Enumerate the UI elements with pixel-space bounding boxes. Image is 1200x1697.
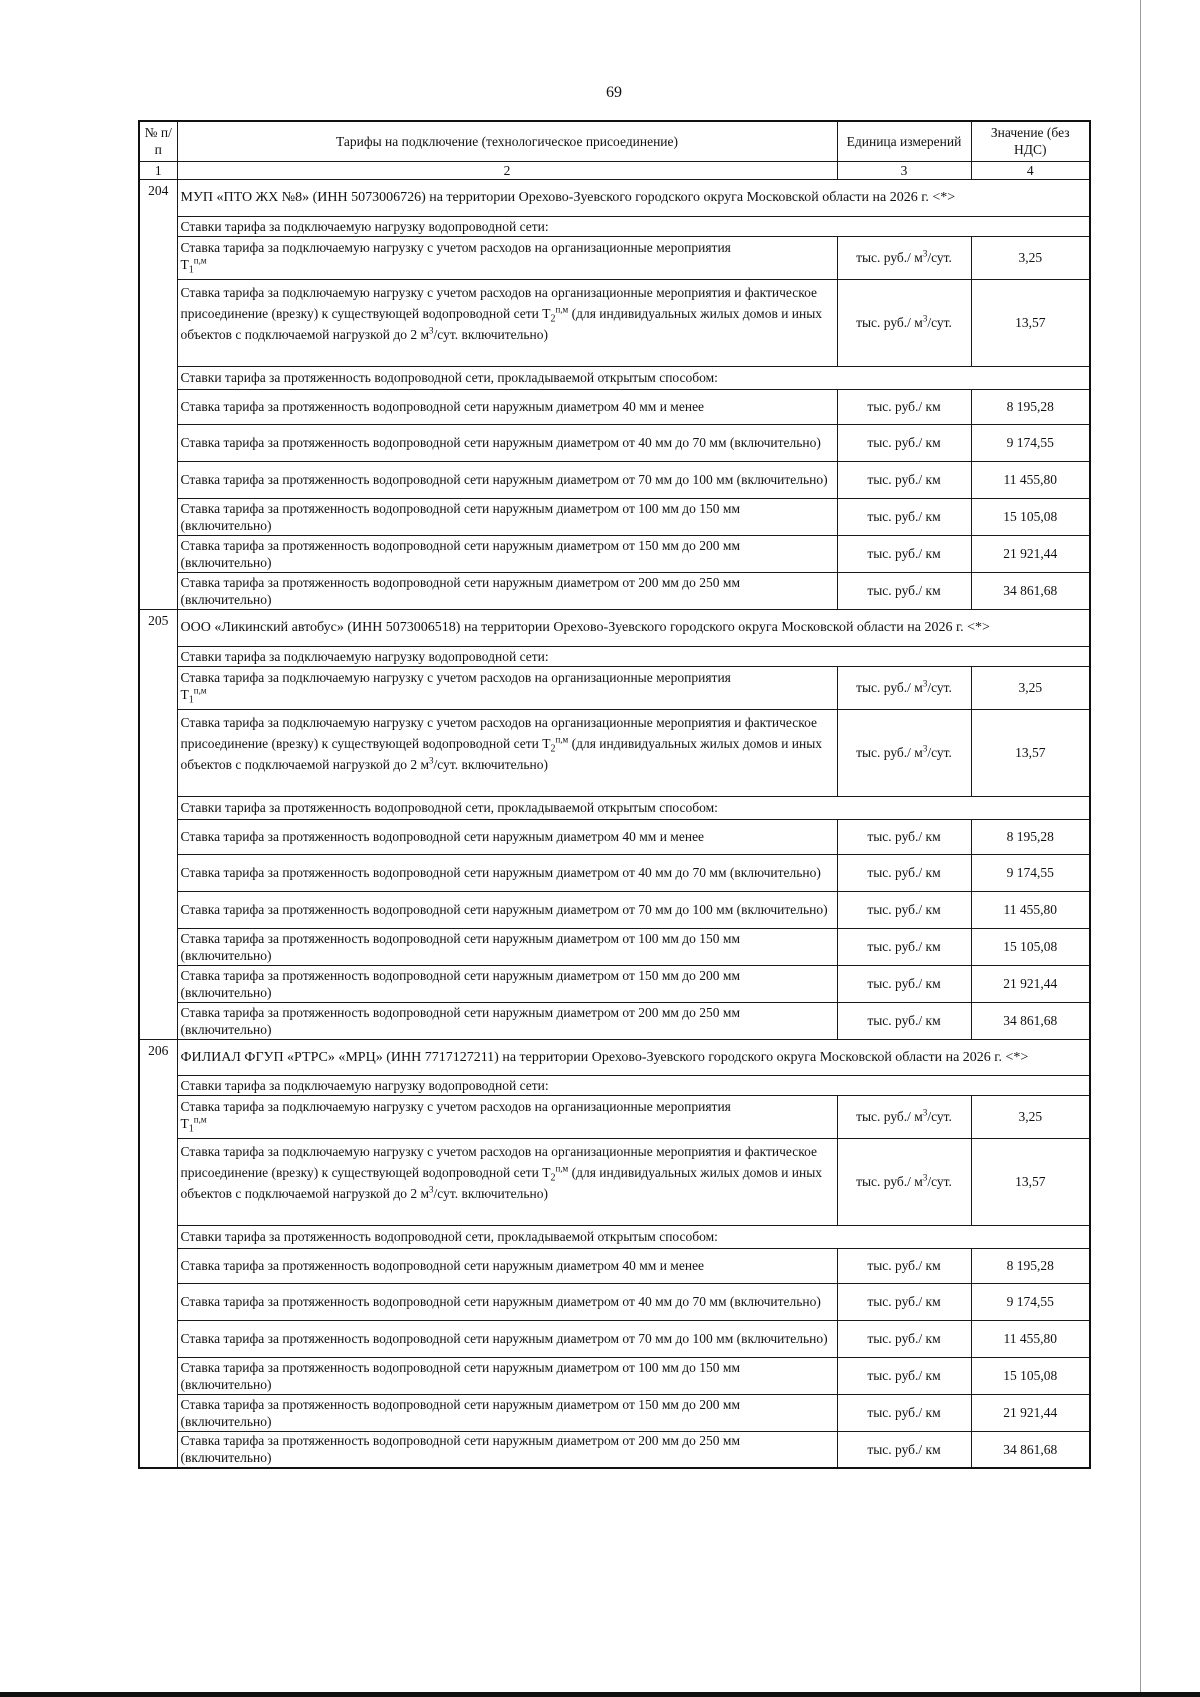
organization-row (139, 1039, 1090, 1075)
t1-rate-label (177, 1095, 837, 1138)
header-num: № п/п (139, 121, 177, 161)
t2-unit-sup: 3 (922, 1172, 928, 1183)
diameter-rate-value: 8 195,28 (971, 819, 1090, 854)
t2-subscript: 2 (550, 313, 556, 325)
diameter-rate-value: 9 174,55 (971, 854, 1090, 891)
diameter-rate-label: Ставка тарифа за протяженность водопроводной сети наружным диаметром 40 мм и менее (177, 1248, 837, 1283)
t1-symbol: T (180, 256, 189, 272)
load-heading: Ставки тарифа за подключаемую нагрузку водопроводной сети: (177, 216, 1090, 236)
page-number: 69 (606, 84, 622, 101)
t1-symbol: T (180, 686, 189, 702)
t1-rate-label (177, 666, 837, 709)
t1-text: Ставка тарифа за подключаемую нагрузку с учетом расходов на организационные мероприятия (180, 669, 731, 685)
diameter-rate-row (139, 1431, 1090, 1468)
diameter-rate-label: Ставка тарифа за протяженность водопроводной сети наружным диаметром от 40 мм до 70 мм (включительно) (177, 854, 837, 891)
diameter-rate-label: Ставка тарифа за протяженность водопроводной сети наружным диаметром от 40 мм до 70 мм (включительно) (177, 424, 837, 461)
t2-text-a: Ставка тарифа за подключаемую нагрузку с учетом расходов на организационные мероприятия и фактическое присоединение (врезку) к существующей водопроводной сети T (180, 1143, 817, 1180)
t1-unit (837, 236, 971, 279)
t1-unit-text: тыс. руб./ м (856, 1109, 923, 1124)
t2-text-sup: 3 (429, 1184, 434, 1194)
length-heading: Ставки тарифа за протяженность водопроводной сети, прокладываемой открытым способом: (177, 1225, 1090, 1248)
length-heading-row (139, 366, 1090, 389)
diameter-rate-unit: тыс. руб./ км (837, 965, 971, 1002)
diameter-rate-label: Ставка тарифа за протяженность водопроводной сети наружным диаметром от 100 мм до 150 мм (включительно) (177, 498, 837, 535)
column-number: 1 (139, 161, 177, 179)
organization-name: ФИЛИАЛ ФГУП «РТРС» «МРЦ» (ИНН 7717127211) на территории Орехово-Зуевского городского округа Московской области на 2026 г. <*> (177, 1039, 1090, 1075)
diameter-rate-label: Ставка тарифа за протяженность водопроводной сети наружным диаметром от 150 мм до 200 мм (включительно) (177, 535, 837, 572)
diameter-rate-label: Ставка тарифа за протяженность водопроводной сети наружным диаметром от 200 мм до 250 мм (включительно) (177, 1431, 837, 1468)
diameter-rate-row (139, 1394, 1090, 1431)
diameter-rate-value: 9 174,55 (971, 424, 1090, 461)
length-heading: Ставки тарифа за протяженность водопроводной сети, прокладываемой открытым способом: (177, 796, 1090, 819)
diameter-rate-row (139, 1002, 1090, 1039)
t2-rate-row (139, 1138, 1090, 1225)
t1-text: Ставка тарифа за подключаемую нагрузку с учетом расходов на организационные мероприятия (180, 1098, 731, 1114)
t2-unit-text: тыс. руб./ м (856, 745, 923, 760)
header-value: Значение (без НДС) (971, 121, 1090, 161)
scan-bottom-edge (0, 1692, 1200, 1697)
load-heading-row (139, 216, 1090, 236)
t2-subscript: 2 (550, 1172, 556, 1184)
diameter-rate-row (139, 498, 1090, 535)
diameter-rate-value: 21 921,44 (971, 1394, 1090, 1431)
diameter-rate-label: Ставка тарифа за протяженность водопроводной сети наружным диаметром от 200 мм до 250 мм (включительно) (177, 572, 837, 609)
diameter-rate-unit: тыс. руб./ км (837, 1431, 971, 1468)
t1-rate-label (177, 236, 837, 279)
load-heading: Ставки тарифа за подключаемую нагрузку водопроводной сети: (177, 646, 1090, 666)
t1-subscript: 1 (188, 264, 194, 276)
length-heading-row (139, 1225, 1090, 1248)
t1-subscript: 1 (188, 1123, 194, 1135)
diameter-rate-label: Ставка тарифа за протяженность водопроводной сети наружным диаметром от 100 мм до 150 мм (включительно) (177, 1357, 837, 1394)
t2-text-c: /сут. включительно) (433, 756, 548, 772)
diameter-rate-unit: тыс. руб./ км (837, 1320, 971, 1357)
row-number: 205 (139, 609, 177, 1039)
t2-rate-row (139, 279, 1090, 366)
t1-text: Ставка тарифа за подключаемую нагрузку с учетом расходов на организационные мероприятия (180, 239, 731, 255)
organization-row (139, 609, 1090, 646)
load-heading-row (139, 646, 1090, 666)
tariff-table (138, 120, 1091, 1469)
diameter-rate-unit: тыс. руб./ км (837, 891, 971, 928)
diameter-rate-unit: тыс. руб./ км (837, 1283, 971, 1320)
t1-rate-row (139, 1095, 1090, 1138)
diameter-rate-value: 11 455,80 (971, 1320, 1090, 1357)
diameter-rate-unit: тыс. руб./ км (837, 535, 971, 572)
length-heading: Ставки тарифа за протяженность водопроводной сети, прокладываемой открытым способом: (177, 366, 1090, 389)
t1-value: 3,25 (971, 666, 1090, 709)
diameter-rate-unit: тыс. руб./ км (837, 928, 971, 965)
t2-text-b: (для индивидуальных жилых домов и иных объектов с подключаемой нагрузкой до 2 м (180, 1164, 823, 1201)
diameter-rate-value: 15 105,08 (971, 928, 1090, 965)
diameter-rate-row (139, 891, 1090, 928)
t1-value: 3,25 (971, 1095, 1090, 1138)
diameter-rate-value: 11 455,80 (971, 461, 1090, 498)
diameter-rate-unit: тыс. руб./ км (837, 854, 971, 891)
diameter-rate-label: Ставка тарифа за протяженность водопроводной сети наружным диаметром 40 мм и менее (177, 819, 837, 854)
t1-subscript: 1 (188, 694, 194, 706)
t2-text-a: Ставка тарифа за подключаемую нагрузку с учетом расходов на организационные мероприятия и фактическое присоединение (врезку) к существующей водопроводной сети T (180, 714, 817, 751)
diameter-rate-unit: тыс. руб./ км (837, 1248, 971, 1283)
t2-rate-row (139, 709, 1090, 796)
diameter-rate-value: 11 455,80 (971, 891, 1090, 928)
diameter-rate-unit: тыс. руб./ км (837, 461, 971, 498)
diameter-rate-row (139, 819, 1090, 854)
diameter-rate-row (139, 928, 1090, 965)
diameter-rate-value: 21 921,44 (971, 965, 1090, 1002)
t1-rate-row (139, 236, 1090, 279)
diameter-rate-unit: тыс. руб./ км (837, 424, 971, 461)
diameter-rate-row (139, 854, 1090, 891)
diameter-rate-label: Ставка тарифа за протяженность водопроводной сети наружным диаметром 40 мм и менее (177, 389, 837, 424)
t2-text-sup: 3 (429, 325, 434, 335)
t1-unit-sup: 3 (922, 1107, 928, 1118)
t2-text-sup: 3 (429, 755, 434, 765)
diameter-rate-row (139, 1248, 1090, 1283)
diameter-rate-unit: тыс. руб./ км (837, 498, 971, 535)
t2-value: 13,57 (971, 709, 1090, 796)
diameter-rate-unit: тыс. руб./ км (837, 572, 971, 609)
diameter-rate-row (139, 424, 1090, 461)
t1-unit-sup: 3 (922, 248, 928, 259)
t2-unit-text: тыс. руб./ м (856, 315, 923, 330)
row-number: 206 (139, 1039, 177, 1468)
t1-unit-end: /сут. (927, 250, 952, 265)
t2-unit-end: /сут. (927, 1174, 952, 1189)
organization-name: МУП «ПТО ЖХ №8» (ИНН 5073006726) на территории Орехово-Зуевского городского округа Московской области на 2026 г. <*> (177, 179, 1090, 216)
t2-text-b: (для индивидуальных жилых домов и иных объектов с подключаемой нагрузкой до 2 м (180, 305, 823, 342)
diameter-rate-value: 8 195,28 (971, 389, 1090, 424)
t1-unit (837, 1095, 971, 1138)
diameter-rate-row (139, 461, 1090, 498)
t2-unit (837, 279, 971, 366)
row-number: 204 (139, 179, 177, 609)
diameter-rate-unit: тыс. руб./ км (837, 1394, 971, 1431)
column-number: 3 (837, 161, 971, 179)
t2-unit-text: тыс. руб./ м (856, 1174, 923, 1189)
t2-subscript: 2 (550, 743, 556, 755)
column-number: 2 (177, 161, 837, 179)
load-heading-row (139, 1075, 1090, 1095)
t2-unit (837, 1138, 971, 1225)
organization-row (139, 179, 1090, 216)
diameter-rate-label: Ставка тарифа за протяженность водопроводной сети наружным диаметром от 150 мм до 200 мм (включительно) (177, 1394, 837, 1431)
diameter-rate-value: 15 105,08 (971, 498, 1090, 535)
diameter-rate-row (139, 1283, 1090, 1320)
diameter-rate-value: 34 861,68 (971, 1002, 1090, 1039)
t1-rate-row (139, 666, 1090, 709)
header-unit: Единица измерений (837, 121, 971, 161)
column-number: 4 (971, 161, 1090, 179)
length-heading-row (139, 796, 1090, 819)
t2-value: 13,57 (971, 279, 1090, 366)
t2-text-c: /сут. включительно) (433, 1185, 548, 1201)
diameter-rate-unit: тыс. руб./ км (837, 1002, 971, 1039)
diameter-rate-unit: тыс. руб./ км (837, 1357, 971, 1394)
t2-unit-end: /сут. (927, 315, 952, 330)
t2-unit-sup: 3 (922, 743, 928, 754)
diameter-rate-row (139, 535, 1090, 572)
diameter-rate-value: 15 105,08 (971, 1357, 1090, 1394)
t2-unit (837, 709, 971, 796)
t2-rate-label (177, 1138, 837, 1225)
diameter-rate-label: Ставка тарифа за протяженность водопроводной сети наружным диаметром от 150 мм до 200 мм (включительно) (177, 965, 837, 1002)
diameter-rate-value: 21 921,44 (971, 535, 1090, 572)
diameter-rate-label: Ставка тарифа за протяженность водопроводной сети наружным диаметром от 200 мм до 250 мм (включительно) (177, 1002, 837, 1039)
load-heading: Ставки тарифа за подключаемую нагрузку водопроводной сети: (177, 1075, 1090, 1095)
column-number-row (139, 161, 1090, 179)
t1-unit-sup: 3 (922, 678, 928, 689)
diameter-rate-label: Ставка тарифа за протяженность водопроводной сети наружным диаметром от 40 мм до 70 мм (включительно) (177, 1283, 837, 1320)
t1-unit-end: /сут. (927, 1109, 952, 1124)
t1-value: 3,25 (971, 236, 1090, 279)
table-header-row (139, 121, 1090, 161)
diameter-rate-label: Ставка тарифа за протяженность водопроводной сети наружным диаметром от 70 мм до 100 мм (включительно) (177, 1320, 837, 1357)
t1-superscript: п,м (193, 1114, 207, 1124)
diameter-rate-value: 8 195,28 (971, 1248, 1090, 1283)
t2-rate-label (177, 709, 837, 796)
diameter-rate-unit: тыс. руб./ км (837, 819, 971, 854)
t1-unit-text: тыс. руб./ м (856, 680, 923, 695)
t1-unit-text: тыс. руб./ м (856, 250, 923, 265)
t2-value: 13,57 (971, 1138, 1090, 1225)
diameter-rate-row (139, 572, 1090, 609)
diameter-rate-row (139, 1320, 1090, 1357)
diameter-rate-label: Ставка тарифа за протяженность водопроводной сети наружным диаметром от 70 мм до 100 мм (включительно) (177, 891, 837, 928)
diameter-rate-value: 34 861,68 (971, 572, 1090, 609)
diameter-rate-row (139, 1357, 1090, 1394)
t2-superscript: п,м (555, 1163, 569, 1173)
t2-text-a: Ставка тарифа за подключаемую нагрузку с учетом расходов на организационные мероприятия и фактическое присоединение (врезку) к существующей водопроводной сети T (180, 284, 817, 321)
t1-symbol: T (180, 1115, 189, 1131)
diameter-rate-value: 9 174,55 (971, 1283, 1090, 1320)
diameter-rate-unit: тыс. руб./ км (837, 389, 971, 424)
diameter-rate-row (139, 389, 1090, 424)
diameter-rate-row (139, 965, 1090, 1002)
t1-superscript: п,м (193, 685, 207, 695)
t1-unit (837, 666, 971, 709)
t2-unit-end: /сут. (927, 745, 952, 760)
t1-superscript: п,м (193, 255, 207, 265)
t2-superscript: п,м (555, 304, 569, 314)
t2-rate-label (177, 279, 837, 366)
diameter-rate-value: 34 861,68 (971, 1431, 1090, 1468)
t1-unit-end: /сут. (927, 680, 952, 695)
diameter-rate-label: Ставка тарифа за протяженность водопроводной сети наружным диаметром от 100 мм до 150 мм (включительно) (177, 928, 837, 965)
diameter-rate-label: Ставка тарифа за протяженность водопроводной сети наружным диаметром от 70 мм до 100 мм (включительно) (177, 461, 837, 498)
t2-text-b: (для индивидуальных жилых домов и иных объектов с подключаемой нагрузкой до 2 м (180, 735, 823, 772)
t2-unit-sup: 3 (922, 313, 928, 324)
organization-name: ООО «Ликинский автобус» (ИНН 5073006518) на территории Орехово-Зуевского городского округа Московской области на 2026 г. <*> (177, 609, 1090, 646)
header-name: Тарифы на подключение (технологическое присоединение) (177, 121, 837, 161)
t2-text-c: /сут. включительно) (433, 326, 548, 342)
scan-edge-line (1140, 0, 1141, 1697)
t2-superscript: п,м (555, 734, 569, 744)
